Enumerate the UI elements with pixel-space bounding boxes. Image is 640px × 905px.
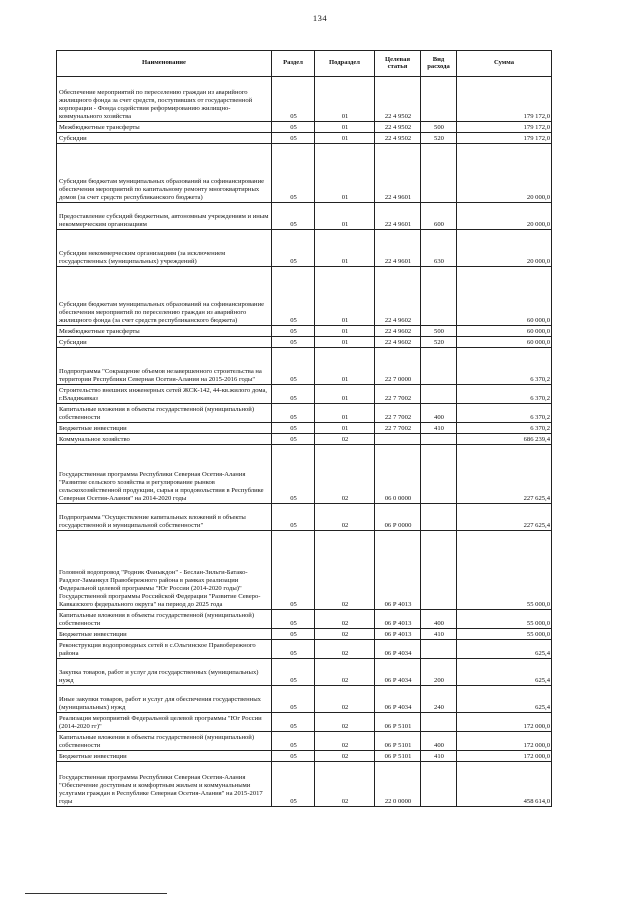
row-section: 05 — [272, 445, 315, 504]
row-subsection: 01 — [315, 122, 375, 133]
row-name: Иные закупки товаров, работ и услуг для обеспечения государственных (муниципальных) нужд — [57, 686, 272, 713]
row-name: Подпрограмма "Сокращение объемов незавершенного строительства на территории Республики Северная Осетия-Алания на 2015-2016 годы" — [57, 348, 272, 385]
row-sum: 60 000,0 — [457, 326, 552, 337]
row-section: 05 — [272, 203, 315, 230]
row-section: 05 — [272, 77, 315, 122]
row-section: 05 — [272, 404, 315, 423]
row-target: 22 0 0000 — [375, 762, 421, 807]
header-sum: Сумма — [457, 51, 552, 77]
row-subsection: 02 — [315, 659, 375, 686]
row-subsection: 02 — [315, 629, 375, 640]
row-type: 400 — [421, 732, 457, 751]
row-subsection: 02 — [315, 732, 375, 751]
row-name: Коммунальное хозяйство — [57, 434, 272, 445]
table-row — [57, 348, 552, 385]
table-row — [57, 203, 552, 230]
row-sum: 625,4 — [457, 686, 552, 713]
row-name: Межбюджетные трансферты — [57, 122, 272, 133]
row-target: 22 4 9602 — [375, 267, 421, 326]
row-type: 410 — [421, 629, 457, 640]
row-target: 22 4 9502 — [375, 133, 421, 144]
row-sum: 20 000,0 — [457, 203, 552, 230]
row-sum: 6 370,2 — [457, 423, 552, 434]
row-target: 06 Р 0000 — [375, 504, 421, 531]
row-sum: 625,4 — [457, 640, 552, 659]
row-type: 200 — [421, 659, 457, 686]
row-subsection: 02 — [315, 686, 375, 713]
row-target: 06 Р 4013 — [375, 610, 421, 629]
row-name: Субсидии бюджетам муниципальных образований на софинансирование обеспечения мероприятий по переселению граждан из аварийного жилищного фонда (за счет средств республиканского бюджета) — [57, 267, 272, 326]
row-section: 05 — [272, 348, 315, 385]
row-section: 05 — [272, 686, 315, 713]
row-section: 05 — [272, 751, 315, 762]
row-sum: 55 000,0 — [457, 629, 552, 640]
row-target: 06 Р 5101 — [375, 713, 421, 732]
row-sum: 458 614,0 — [457, 762, 552, 807]
table-row — [57, 404, 552, 423]
row-target: 06 0 0000 — [375, 445, 421, 504]
row-subsection: 02 — [315, 713, 375, 732]
row-name: Капитальные вложения в объекты государственной (муниципальной) собственности — [57, 732, 272, 751]
table-row — [57, 385, 552, 404]
table-row — [57, 629, 552, 640]
row-name: Реализация мероприятий Федеральной целевой программы "Юг России (2014-2020 гг)" — [57, 713, 272, 732]
table-row — [57, 713, 552, 732]
row-subsection: 01 — [315, 144, 375, 203]
row-subsection: 01 — [315, 230, 375, 267]
row-sum: 6 370,2 — [457, 348, 552, 385]
table-row — [57, 762, 552, 807]
row-sum: 6 370,2 — [457, 404, 552, 423]
table-row — [57, 434, 552, 445]
row-type — [421, 762, 457, 807]
row-section: 05 — [272, 122, 315, 133]
row-type — [421, 640, 457, 659]
row-subsection: 01 — [315, 267, 375, 326]
row-target: 06 Р 4034 — [375, 640, 421, 659]
table-row — [57, 659, 552, 686]
row-name: Капитальные вложения в объекты государственной (муниципальной) собственности — [57, 610, 272, 629]
row-type: 240 — [421, 686, 457, 713]
row-sum: 179 172,0 — [457, 133, 552, 144]
row-type — [421, 385, 457, 404]
row-section: 05 — [272, 423, 315, 434]
row-type: 600 — [421, 203, 457, 230]
row-name: Субсидии — [57, 133, 272, 144]
header-type: Вид расхода — [421, 51, 457, 77]
row-sum: 172 000,0 — [457, 713, 552, 732]
row-sum: 55 000,0 — [457, 531, 552, 610]
footnote-rule — [25, 893, 167, 894]
row-subsection: 01 — [315, 133, 375, 144]
row-section: 05 — [272, 640, 315, 659]
row-name: Закупка товаров, работ и услуг для государственных (муниципальных) нужд — [57, 659, 272, 686]
row-type — [421, 348, 457, 385]
row-subsection: 02 — [315, 445, 375, 504]
row-sum: 20 000,0 — [457, 230, 552, 267]
table-row — [57, 640, 552, 659]
header-name: Наименование — [57, 51, 272, 77]
row-target: 22 4 9602 — [375, 326, 421, 337]
row-type: 500 — [421, 122, 457, 133]
row-target: 06 Р 4013 — [375, 629, 421, 640]
row-name: Субсидии некоммерческим организациям (за исключением государственных (муниципальных) учреждений) — [57, 230, 272, 267]
row-sum: 686 239,4 — [457, 434, 552, 445]
row-section: 05 — [272, 504, 315, 531]
row-name: Бюджетные инвестиции — [57, 629, 272, 640]
row-target: 06 Р 4034 — [375, 686, 421, 713]
row-sum: 625,4 — [457, 659, 552, 686]
row-subsection: 01 — [315, 77, 375, 122]
budget-table — [56, 50, 552, 807]
row-subsection: 02 — [315, 434, 375, 445]
row-subsection: 01 — [315, 404, 375, 423]
table-row — [57, 77, 552, 122]
row-target: 22 4 9502 — [375, 122, 421, 133]
row-name: Субсидии — [57, 337, 272, 348]
row-target: 06 Р 5101 — [375, 751, 421, 762]
row-name: Строительство внешних инженерных сетей ЖСК-142, 44-кв.жилого дома, г.Владикавказ — [57, 385, 272, 404]
row-type — [421, 504, 457, 531]
row-section: 05 — [272, 385, 315, 404]
table-row — [57, 531, 552, 610]
row-name: Обеспечение мероприятий по переселению граждан из аварийного жилищного фонда за счет средств, поступивших от государственной корпорации - Фонда содействия реформированию жилищно-коммунального хозяйства — [57, 77, 272, 122]
row-type: 410 — [421, 751, 457, 762]
row-section: 05 — [272, 659, 315, 686]
table-row — [57, 445, 552, 504]
row-name: Межбюджетные трансферты — [57, 326, 272, 337]
row-type — [421, 445, 457, 504]
row-target: 22 4 9601 — [375, 144, 421, 203]
row-section: 05 — [272, 326, 315, 337]
row-section: 05 — [272, 732, 315, 751]
row-target: 22 4 9601 — [375, 203, 421, 230]
header-subsection: Подраздел — [315, 51, 375, 77]
row-name: Бюджетные инвестиции — [57, 751, 272, 762]
row-type — [421, 144, 457, 203]
row-type — [421, 434, 457, 445]
table-row — [57, 230, 552, 267]
row-target: 06 Р 4034 — [375, 659, 421, 686]
row-subsection: 01 — [315, 326, 375, 337]
row-target: 22 7 0000 — [375, 348, 421, 385]
row-subsection: 02 — [315, 762, 375, 807]
row-type: 410 — [421, 423, 457, 434]
row-target: 22 7 7002 — [375, 404, 421, 423]
row-sum: 227 625,4 — [457, 504, 552, 531]
table-row — [57, 751, 552, 762]
row-sum: 55 000,0 — [457, 610, 552, 629]
row-type: 400 — [421, 610, 457, 629]
row-target — [375, 434, 421, 445]
row-name: Капитальные вложения в объекты государственной (муниципальной) собственности — [57, 404, 272, 423]
row-name: Государственная программа Республики Северная Осетия-Алания "Развитие сельского хозяйства и регулирование рынков сельскохозяйственной продукции, сырья и продовольствия в Республике Северная Осетия-Алания" на 2014-2020 годы — [57, 445, 272, 504]
row-target: 06 Р 5101 — [375, 732, 421, 751]
row-section: 05 — [272, 133, 315, 144]
table-row — [57, 732, 552, 751]
table-row — [57, 337, 552, 348]
row-sum: 172 000,0 — [457, 751, 552, 762]
table-row — [57, 504, 552, 531]
row-target: 22 7 7002 — [375, 385, 421, 404]
row-sum: 60 000,0 — [457, 267, 552, 326]
row-subsection: 01 — [315, 423, 375, 434]
row-subsection: 02 — [315, 751, 375, 762]
row-subsection: 02 — [315, 531, 375, 610]
page-number: 134 — [312, 13, 328, 23]
row-type: 500 — [421, 326, 457, 337]
table-row — [57, 610, 552, 629]
table-row — [57, 133, 552, 144]
row-type — [421, 77, 457, 122]
row-sum: 179 172,0 — [457, 77, 552, 122]
table-header-row — [57, 51, 552, 77]
table-row — [57, 122, 552, 133]
row-name: Субсидии бюджетам муниципальных образований на софинансирование обеспечения мероприятий по капитальному ремонту многоквартирных домов (за счет средств республиканского бюджета) — [57, 144, 272, 203]
row-type — [421, 531, 457, 610]
table-row — [57, 326, 552, 337]
row-type: 630 — [421, 230, 457, 267]
row-target: 22 4 9502 — [375, 77, 421, 122]
row-name: Предоставление субсидий бюджетным, автономным учреждениям и иным некоммерческим организациям — [57, 203, 272, 230]
table-row — [57, 686, 552, 713]
row-subsection: 02 — [315, 610, 375, 629]
row-subsection: 01 — [315, 385, 375, 404]
row-type: 520 — [421, 337, 457, 348]
header-section: Раздел — [272, 51, 315, 77]
header-target: Целевая статья — [375, 51, 421, 77]
row-type — [421, 267, 457, 326]
row-section: 05 — [272, 434, 315, 445]
row-name: Бюджетные инвестиции — [57, 423, 272, 434]
row-subsection: 01 — [315, 203, 375, 230]
row-sum: 60 000,0 — [457, 337, 552, 348]
row-sum: 172 000,0 — [457, 732, 552, 751]
row-subsection: 02 — [315, 640, 375, 659]
row-name: Подпрограмма "Осуществление капитальных вложений в объекты государственной и муниципальной собственности" — [57, 504, 272, 531]
row-section: 05 — [272, 629, 315, 640]
row-target: 22 7 7002 — [375, 423, 421, 434]
table-row — [57, 144, 552, 203]
row-sum: 6 370,2 — [457, 385, 552, 404]
row-target: 06 Р 4013 — [375, 531, 421, 610]
table-row — [57, 423, 552, 434]
row-section: 05 — [272, 267, 315, 326]
row-subsection: 01 — [315, 348, 375, 385]
table-body — [57, 77, 552, 807]
row-type: 520 — [421, 133, 457, 144]
row-section: 05 — [272, 230, 315, 267]
row-subsection: 01 — [315, 337, 375, 348]
row-sum: 20 000,0 — [457, 144, 552, 203]
row-section: 05 — [272, 337, 315, 348]
row-target: 22 4 9601 — [375, 230, 421, 267]
row-sum: 179 172,0 — [457, 122, 552, 133]
row-section: 05 — [272, 713, 315, 732]
row-type: 400 — [421, 404, 457, 423]
row-name: Головной водопровод "Родник Фаныкдон" - Беслан-Зильги-Батако-Раздзог-Заманкул Правобережного района в рамках реализации Федеральной целевой программы "Юг России (2014-2020 годы)" Государственной программы Российской Федерации "Развитие Северо-Кавказского федерального округа" на период до 2025 года — [57, 531, 272, 610]
row-section: 05 — [272, 762, 315, 807]
row-type — [421, 713, 457, 732]
row-subsection: 02 — [315, 504, 375, 531]
row-section: 05 — [272, 531, 315, 610]
row-section: 05 — [272, 144, 315, 203]
row-name: Реконструкция водопроводных сетей в с.Ольгинское Правобережного района — [57, 640, 272, 659]
row-section: 05 — [272, 610, 315, 629]
table-row — [57, 267, 552, 326]
row-name: Государственная программа Республики Северная Осетия-Алания "Обеспечение доступным и комфортным жильем и коммунальными услугами граждан в Республике Северная Осетия-Алания" на 2015-2017 годы — [57, 762, 272, 807]
row-sum: 227 625,4 — [457, 445, 552, 504]
row-target: 22 4 9602 — [375, 337, 421, 348]
